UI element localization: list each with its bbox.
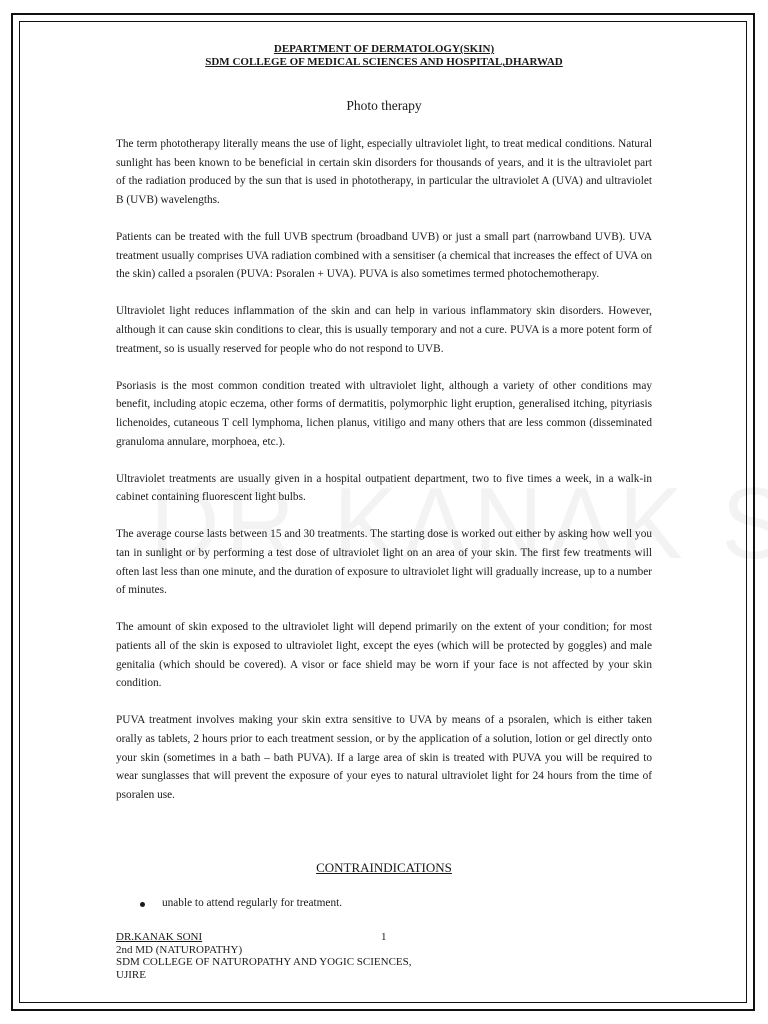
page-footer [116,931,556,981]
contraindications-list [140,897,342,909]
paragraph: The term phototherapy literally means the use of light, especially ultraviolet light, to treat medical conditions. Natural sunlight has been known to be beneficial in certain skin disorders for thousands of years, and it is the ultraviolet part of the radiation produced by the sun that is used in phototherapy, in particular the ultraviolet A (UVA) and ultraviolet B (UVB) wavelengths. [116,138,652,206]
institution-name: SDM COLLEGE OF MEDICAL SCIENCES AND HOSPITAL,DHARWAD [205,56,563,68]
list-item: unable to attend regularly for treatment. [140,897,342,909]
document-title: Photo therapy [346,98,422,113]
department-name: DEPARTMENT OF DERMATOLOGY(SKIN) [273,43,495,55]
paragraph: Ultraviolet treatments are usually given in a hospital outpatient department, two to five times a week, in a walk-in cabinet containing fluorescent light bulbs. [116,472,652,504]
document-body [116,135,652,823]
contraindications-heading: CONTRAINDICATIONS [316,860,452,875]
paragraph: The average course lasts between 15 and 30 treatments. The starting dose is worked out either by asking how well you tan in sunlight or by performing a test dose of ultraviolet light on an area of your skin. The first few treatments will often last less than one minute, and the duration of exposure to ultraviolet light will gradually increase, up to a number of minutes. [116,528,652,597]
author-name: DR.KANAK SONI [116,931,203,943]
author-qualification: 2nd MD (NATUROPATHY) [116,943,243,956]
paragraph: Patients can be treated with the full UVB spectrum (broadband UVB) or just a small part (narrowband UVB). UVA treatment usually comprises UVA radiation combined with a sensitiser (a chemical that increases the effect of UVA on the skin) called a psoralen (PUVA: Psoralen + UVA). PUVA is also sometimes termed photochemotherapy. [116,230,652,281]
document-header [100,43,668,69]
paragraph: Ultraviolet light reduces inflammation of the skin and can help in various inflammatory skin disorders. However, although it can cause skin conditions to clear, this is usually temporary and not a cure. PUVA is a more potent form of treatment, so is usually reserved for people who do not respond to UVB. [116,305,652,355]
author-college: SDM COLLEGE OF NATUROPATHY AND YOGIC SCIENCES, [116,956,412,968]
page-number: 1 [381,931,387,943]
paragraph: Psoriasis is the most common condition treated with ultraviolet light, although a variety of other conditions may benefit, including atopic eczema, other forms of dermatitis, polymorphic light eruption, generalised itching, pityriasis lichenoides, cutaneous T cell lymphoma, lichen planus, vitiligo and many others that are less common (disseminated granuloma annulare, morphoea, etc.). [116,379,652,448]
paragraph: The amount of skin exposed to the ultraviolet light will depend primarily on the extent of your condition; for most patients all of the skin is exposed to ultraviolet light, except the eyes (which will be protected by goggles) and male genitalia (which should be covered). A visor or face shield may be worn if your face is not affected by your skin condition. [116,621,652,690]
author-location: UJIRE [116,968,146,981]
paragraph: PUVA treatment involves making your skin extra sensitive to UVA by means of a psoralen, which is either taken orally as tablets, 2 hours prior to each treatment session, or by the application of a solution, lotion or gel directly onto your skin (sometimes in a bath – bath PUVA). If a large area of skin is treated with PUVA you will be required to wear sunglasses that will prevent the exposure of your eyes to natural ultraviolet light for 24 hours from the time of psoralen use. [116,714,652,801]
